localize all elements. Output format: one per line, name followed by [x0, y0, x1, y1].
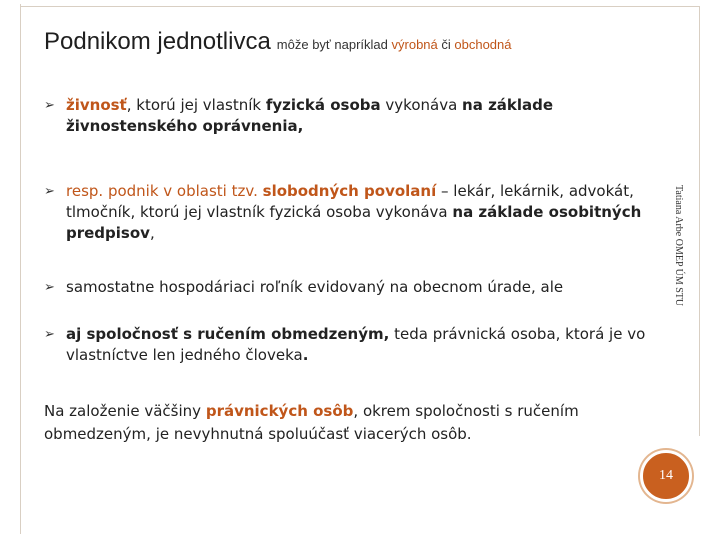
bullet-text: , ktorú jej vlastník	[126, 96, 266, 114]
bullet-text: ,	[149, 224, 155, 242]
paragraph-text: Na založenie väčšiny	[44, 402, 206, 420]
arrow-bullet-icon: ➢	[44, 280, 55, 295]
closing-paragraph	[44, 400, 664, 446]
arrow-bullet-icon: ➢	[44, 327, 55, 342]
bullet-keyword-bold: slobodných povolaní	[262, 182, 437, 200]
bullet-text: samostatne hospodáriaci roľník evidovaný na obecnom úrade, ale	[66, 278, 564, 296]
bullet-bold: fyzická osoba	[265, 96, 381, 114]
slide-title	[44, 28, 512, 56]
title-subtitle	[277, 37, 512, 52]
bullet-zivnost	[44, 95, 664, 137]
arrow-bullet-icon: ➢	[44, 98, 55, 113]
subtitle-orange: obchodná	[454, 37, 512, 52]
subtitle-part: môže byť napríklad	[276, 37, 392, 52]
bullet-bold: na základe osobitných predpisov	[66, 203, 642, 242]
side-text: Tatiana Arbe OMEP ÚM STU	[673, 185, 684, 307]
paragraph-bold: právnických osôb	[205, 402, 354, 420]
bullet-text: vykonáva	[380, 96, 463, 114]
bullet-rolnik	[44, 277, 664, 298]
subtitle-orange: výrobná	[391, 37, 438, 52]
side-author-text	[668, 185, 688, 335]
bullet-keyword: resp. podnik v oblasti tzv.	[66, 182, 263, 200]
bullet-sro	[44, 324, 664, 366]
bullet-text: .	[302, 346, 309, 364]
page-number: 14	[659, 468, 673, 483]
title-main: Podnikom jednotlivca	[44, 28, 271, 55]
arrow-bullet-icon: ➢	[44, 184, 55, 199]
page-number-badge	[640, 450, 692, 502]
subtitle-part: či	[437, 37, 455, 52]
slide-body	[44, 95, 664, 446]
paragraph-text: , okrem spoločnosti s ručením obmedzeným, je nevyhnutná spoluúčasť viacerých osôb.	[44, 402, 579, 443]
bullet-keyword: živnosť	[66, 96, 127, 114]
frame-right-line	[699, 6, 700, 436]
bullet-slobodne-povolania	[44, 181, 664, 244]
frame-top-line	[20, 6, 700, 7]
bullet-bold: na základe živnostenského oprávnenia,	[66, 96, 554, 135]
bullet-text: – lekár, lekárnik, advokát, tlmočník, ktorú jej vlastník fyzická osoba vykonáva	[66, 182, 634, 221]
bullet-text: teda právnická osoba, ktorá je vo vlastníctve len jedného človeka	[66, 325, 646, 364]
bullet-bold: aj spoločnosť s ručením obmedzeným,	[66, 325, 390, 343]
frame-left-line	[20, 4, 21, 534]
